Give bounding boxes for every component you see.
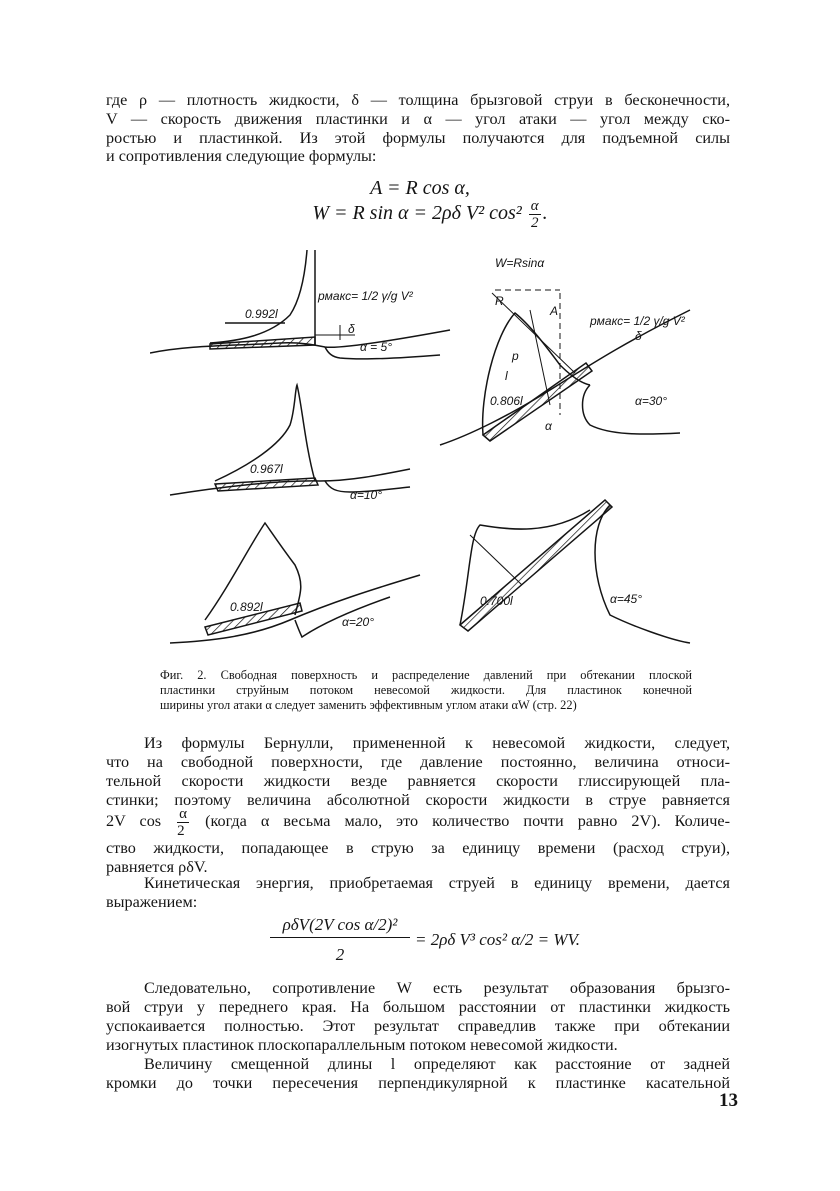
paragraph-5-line-1: Величину смещенной длины l определяют как расстояние от задней xyxy=(144,1055,730,1073)
p2-line5-frac-den: 2 xyxy=(177,823,185,839)
label-l: l xyxy=(505,369,508,383)
paragraph-2-line-5 xyxy=(106,806,730,839)
label-alpha-5: α = 5° xyxy=(360,340,392,354)
formula-drag: W = R sin α = 2ρδ V² cos² $\frac{\alpha}{2}$ . xyxy=(312,198,548,231)
paragraph-4-line-3: успокаивается полностью. Этот результат справедлив также при обтекании xyxy=(106,1017,730,1035)
label-A: A xyxy=(550,304,559,318)
label-p: p xyxy=(512,349,519,363)
paragraph-2-line-1: Из формулы Бернулли, примененной к невесомой жидкости, следует, xyxy=(144,734,730,752)
p2-line5-frac xyxy=(177,806,189,839)
paragraph-2-line-2: что на свободной поверхности, где давление постоянно, величина относи- xyxy=(106,753,730,771)
label-0892l: 0.892l xyxy=(230,600,263,614)
paragraph-1-line-4: и сопротивления следующие формулы: xyxy=(106,147,377,165)
label-0806l: 0.806l xyxy=(490,394,523,408)
diagram-alpha-10 xyxy=(170,385,410,495)
paragraph-3-line-1: Кинетическая энергия, приобретаемая струей в единицу времени, дается xyxy=(144,874,730,892)
p2-line5-pre: 2V cos xyxy=(106,812,162,831)
label-W-R-sin-alpha: W=Rsinα xyxy=(495,256,545,270)
diagram-alpha-45 xyxy=(460,500,690,643)
label-0992l: 0.992l xyxy=(245,307,278,321)
caption-line-1: Фиг. 2. Свободная поверхность и распределение давлений при обтекании плоской xyxy=(160,668,692,682)
label-R: R xyxy=(495,294,504,308)
label-delta-2: δ xyxy=(635,329,642,343)
formula-lift: A = R cos α, xyxy=(370,177,470,199)
paragraph-2-line-6: ство жидкости, попадающее в струю за единицу времени (расход струи), xyxy=(106,839,730,857)
label-pmax-1: pмакс= 1/2 γ/g V² xyxy=(318,289,413,303)
formula-drag-left: W = R sin α = 2ρδ V² cos² xyxy=(312,202,522,225)
label-pmax-2: pмакс= 1/2 γ/g V² xyxy=(590,314,685,328)
label-alpha-20: α=20° xyxy=(342,615,374,629)
paragraph-2-line-4: стинки; поэтому величина абсолютной скорости жидкости в струе равняется xyxy=(106,791,730,809)
label-alpha-30: α=30° xyxy=(635,394,667,408)
label-alpha-10: α=10° xyxy=(350,488,382,502)
diagram-alpha-20 xyxy=(170,523,420,643)
caption-line-3: ширины угол атаки α следует заменить эффективным углом атаки αW (стр. 22) xyxy=(160,698,577,712)
label-alpha-small: α xyxy=(545,419,552,433)
label-0700l: 0.700l xyxy=(480,594,513,608)
paragraph-1-line-3: ростью и пластинкой. Из этой формулы получаются для подъемной силы xyxy=(106,129,730,147)
paragraph-4-line-1: Следовательно, сопротивление W есть результат образования брызго- xyxy=(144,979,730,997)
formula-drag-fraction xyxy=(529,198,541,231)
label-0967l: 0.967l xyxy=(250,462,283,476)
paragraph-4-line-4: изогнутых пластинок плоскопараллельным потоком невесомой жидкости. xyxy=(106,1036,618,1054)
paragraph-1-line-1: где ρ — плотность жидкости, δ — толщина брызговой струи в бесконечности, xyxy=(106,91,730,109)
formula-drag-frac-den: 2 xyxy=(530,215,539,231)
formula3-denominator: 2 xyxy=(335,945,345,964)
paragraph-4-line-2: вой струи у переднего края. На большом расстоянии от пластинки жидкость xyxy=(106,998,730,1016)
paragraph-5-line-2: кромки до точки пересечения перпендикулярной к пластинке касательной xyxy=(106,1074,730,1092)
figure-flow-diagrams xyxy=(150,245,710,665)
label-delta-1: δ xyxy=(348,322,355,336)
paragraph-2-line-7: равняется ρδV. xyxy=(106,858,208,876)
p2-line5-frac-num: α xyxy=(179,806,188,822)
label-alpha-45: α=45° xyxy=(610,592,642,606)
caption-line-2: пластинки струйным потоком невесомой жидкости. Для пластинок конечной xyxy=(160,683,692,697)
p2-line5-post: (когда α весьма мало, это количество почти равно 2V). Количе- xyxy=(205,812,730,831)
formula3-right: = 2ρδ V³ cos² α/2 = WV. xyxy=(415,930,580,949)
diagram-alpha-5 xyxy=(150,250,450,359)
formula-kinetic-energy xyxy=(270,915,600,971)
formula-drag-frac-num: α xyxy=(530,198,539,214)
paragraph-1-line-2: V — скорость движения пластинки и α — угол атаки — угол между ско- xyxy=(106,110,730,128)
paragraph-3-line-2: выражением: xyxy=(106,893,198,911)
paragraph-2-line-3: тельной скорости жидкости везде равняется скорости глиссирующей пла- xyxy=(106,772,730,790)
formula3-numerator: ρδV(2V cos α/2)² xyxy=(270,915,410,938)
page-number: 13 xyxy=(719,1090,738,1111)
